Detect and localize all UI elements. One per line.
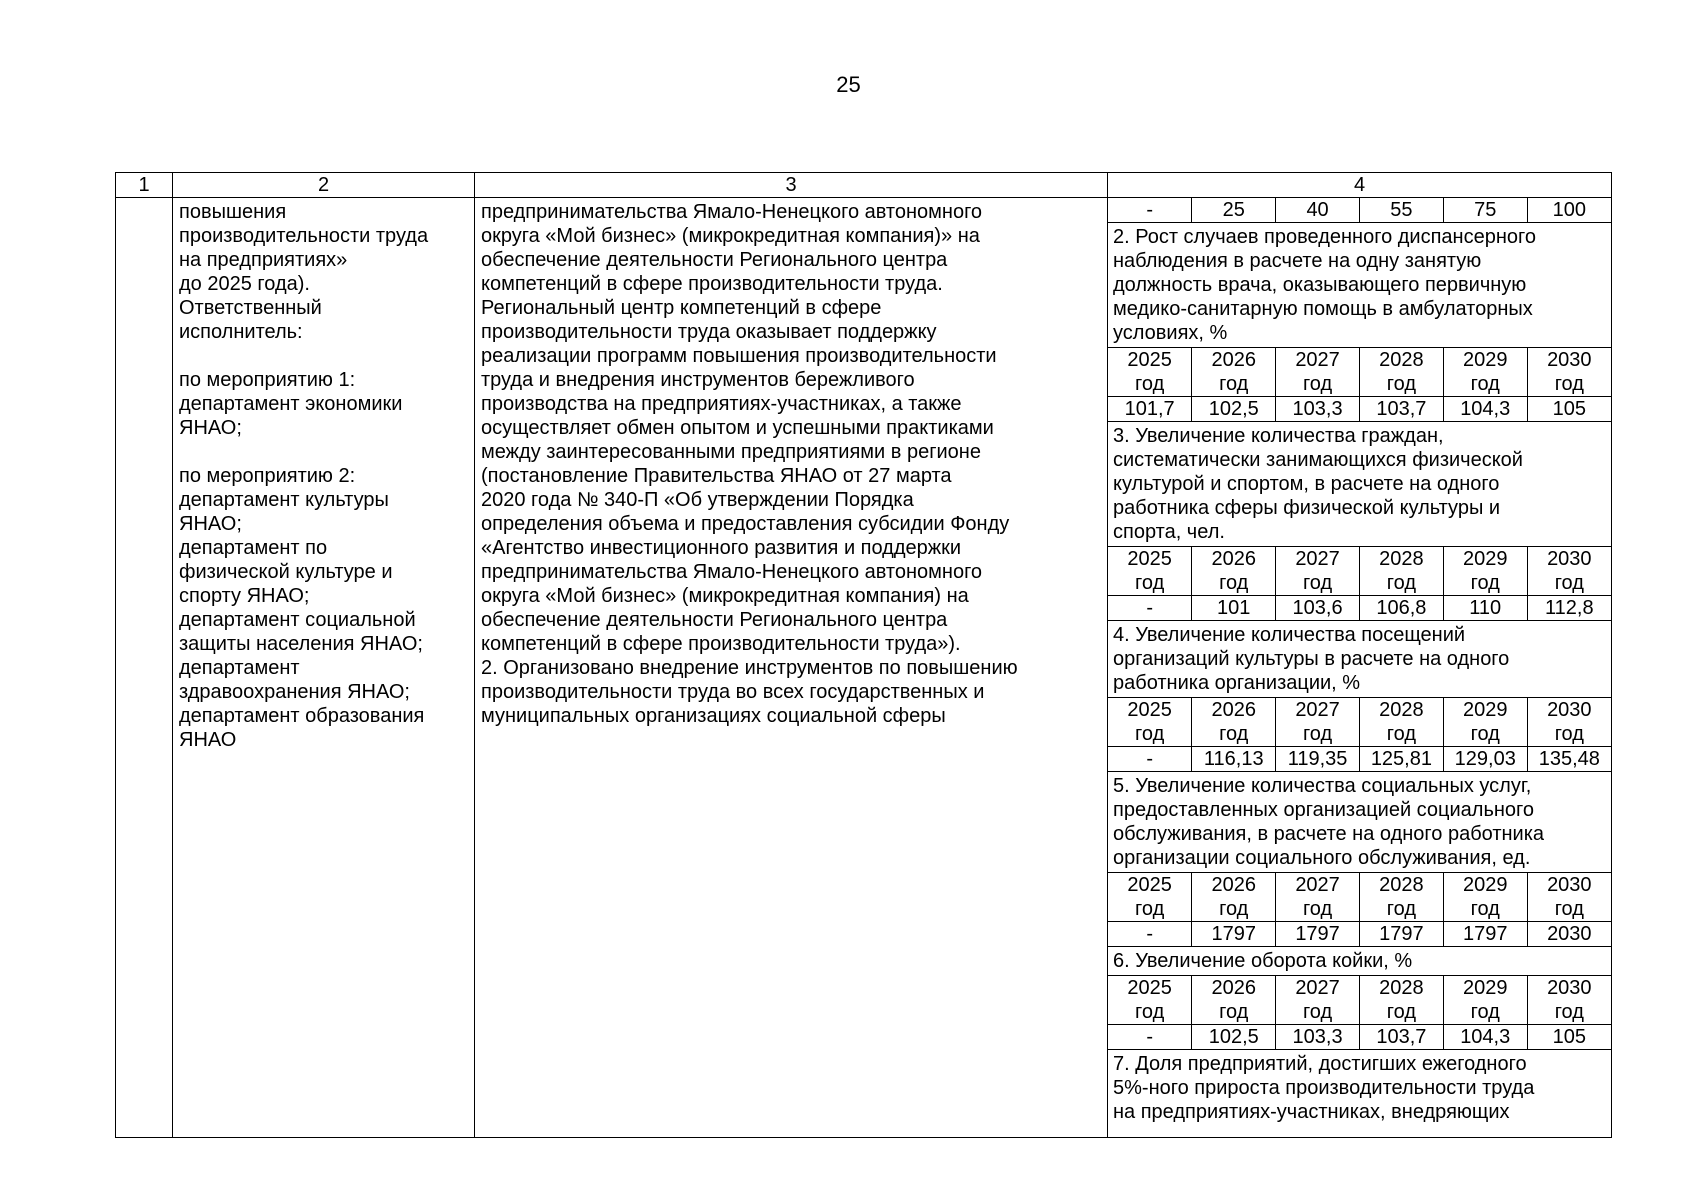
value-cell: 103,7 — [1359, 1025, 1443, 1050]
col2-text-line: исполнитель: — [179, 321, 303, 343]
col3-text-line: обеспечение деятельности Регионального центра — [481, 249, 948, 271]
year-cell — [1527, 348, 1611, 397]
years-row — [1108, 348, 1611, 397]
col3-text-line: (постановление Правительства ЯНАО от 27 марта — [481, 465, 952, 487]
col3-text-line: Региональный центр компетенций в сфере — [481, 297, 882, 319]
col3-text-line: 2020 года № 340-П «Об утверждении Порядка — [481, 489, 914, 511]
year-suffix: год — [1219, 898, 1249, 920]
year-cell — [1359, 348, 1443, 397]
col2-text-line: департамент социальной — [179, 609, 416, 631]
header-row — [116, 173, 1612, 198]
year-number: 2026 — [1211, 874, 1256, 896]
indicator-description-line: 4. Увеличение количества посещений — [1113, 624, 1466, 646]
col3-text-line: предпринимательства Ямало-Ненецкого автономного — [481, 561, 983, 583]
year-cell — [1276, 976, 1360, 1025]
years-row — [1108, 698, 1611, 747]
col3-text-line: «Агентство инвестиционного развития и поддержки — [481, 537, 962, 559]
year-cell — [1192, 547, 1276, 596]
values-row — [1108, 397, 1611, 422]
value-cell: 40 — [1276, 198, 1360, 223]
value-cell: 100 — [1527, 198, 1611, 223]
value-cell: 1797 — [1359, 922, 1443, 947]
year-suffix: год — [1470, 373, 1500, 395]
col3-text-line: производительности труда оказывает поддержку — [481, 321, 937, 343]
year-cell — [1527, 873, 1611, 922]
col3-text-line: осуществляет обмен опытом и успешными практиками — [481, 417, 994, 439]
col3-text-line: округа «Мой бизнес» (микрокредитная компания) на — [481, 585, 969, 607]
year-suffix: год — [1135, 898, 1165, 920]
cell-col-1 — [116, 198, 173, 1138]
top-values-row — [1108, 198, 1611, 223]
indicator-description-line: спорта, чел. — [1113, 521, 1225, 543]
indicator-description-line: предоставленных организацией социального — [1113, 799, 1535, 821]
col2-text-line: до 2025 года). — [179, 273, 310, 295]
year-cell — [1276, 348, 1360, 397]
col2-text-line: Ответственный — [179, 297, 322, 319]
year-number: 2027 — [1295, 874, 1340, 896]
indicator-description-row — [1108, 422, 1611, 547]
year-cell — [1527, 547, 1611, 596]
value-cell: 135,48 — [1527, 747, 1611, 772]
col2-text-line: производительности труда — [179, 225, 429, 247]
years-row — [1108, 547, 1611, 596]
year-number: 2025 — [1127, 977, 1172, 999]
value-cell: 112,8 — [1527, 596, 1611, 621]
value-cell: 55 — [1359, 198, 1443, 223]
year-suffix: год — [1135, 572, 1165, 594]
year-suffix: год — [1470, 723, 1500, 745]
year-suffix: год — [1302, 373, 1333, 395]
year-suffix: год — [1135, 723, 1165, 745]
cell-col-3 — [475, 198, 1108, 1138]
year-cell — [1108, 873, 1192, 922]
value-cell: 104,3 — [1443, 397, 1527, 422]
header-col-1: 1 — [116, 173, 173, 198]
col2-text-line: ЯНАО; — [179, 417, 242, 439]
value-cell: 103,3 — [1276, 1025, 1360, 1050]
col3-text-line: между заинтересованными предприятиями в регионе — [481, 441, 981, 463]
value-cell: 101 — [1192, 596, 1276, 621]
col2-text-line: здравоохранения ЯНАО; — [179, 681, 410, 703]
indicator-description-row — [1108, 772, 1611, 873]
value-cell: 116,13 — [1192, 747, 1276, 772]
year-number: 2028 — [1379, 349, 1424, 371]
year-number: 2029 — [1462, 874, 1508, 896]
year-number: 2025 — [1127, 548, 1172, 570]
indicator-description-line: медико-санитарную помощь в амбулаторных — [1113, 298, 1533, 320]
year-number: 2027 — [1295, 349, 1340, 371]
year-number: 2028 — [1379, 699, 1424, 721]
indicator-description — [1108, 223, 1611, 348]
col3-text-line: реализации программ повышения производительности — [481, 345, 997, 367]
year-cell — [1108, 348, 1192, 397]
year-number: 2029 — [1462, 977, 1508, 999]
year-suffix: год — [1554, 1001, 1584, 1023]
year-suffix: год — [1302, 898, 1333, 920]
col3-text-line: определения объема и предоставления субсидии Фонду — [481, 513, 1010, 535]
value-cell: 110 — [1443, 596, 1527, 621]
year-cell — [1527, 698, 1611, 747]
year-cell — [1443, 976, 1527, 1025]
indicator-description-line: 2. Рост случаев проведенного диспансерного — [1113, 226, 1536, 248]
year-cell — [1192, 348, 1276, 397]
year-cell — [1359, 547, 1443, 596]
cell-col-4-indicators — [1108, 198, 1612, 1138]
year-cell — [1192, 976, 1276, 1025]
indicator-description-line: 3. Увеличение количества граждан, — [1113, 425, 1444, 447]
year-number: 2027 — [1295, 977, 1340, 999]
col2-text-line: ЯНАО; — [179, 513, 242, 535]
year-number: 2029 — [1462, 699, 1508, 721]
col2-text-line: департамент — [179, 657, 300, 679]
col2-text-line: на предприятиях» — [179, 249, 348, 271]
year-cell — [1359, 698, 1443, 747]
year-suffix: год — [1386, 1001, 1416, 1023]
year-number: 2026 — [1211, 977, 1256, 999]
indicator-description-line: работника организации, % — [1113, 672, 1361, 694]
year-cell — [1443, 348, 1527, 397]
year-suffix: год — [1219, 723, 1249, 745]
indicators-table — [1108, 198, 1611, 1126]
year-suffix: год — [1470, 898, 1500, 920]
value-cell: 104,3 — [1443, 1025, 1527, 1050]
year-suffix: год — [1470, 1001, 1500, 1023]
year-suffix: год — [1302, 572, 1333, 594]
value-cell: 25 — [1192, 198, 1276, 223]
value-cell: 105 — [1527, 1025, 1611, 1050]
year-number: 2030 — [1547, 874, 1592, 896]
years-row — [1108, 976, 1611, 1025]
value-cell: 1797 — [1276, 922, 1360, 947]
value-cell: 103,7 — [1359, 397, 1443, 422]
indicator-description-line: обслуживания, в расчете на одного работника — [1113, 823, 1545, 845]
years-row — [1108, 873, 1611, 922]
year-cell — [1276, 547, 1360, 596]
value-cell: - — [1108, 198, 1192, 223]
values-row — [1108, 1025, 1611, 1050]
year-suffix: год — [1135, 373, 1165, 395]
indicator-description-line: 6. Увеличение оборота койки, % — [1113, 950, 1413, 972]
year-number: 2030 — [1547, 977, 1592, 999]
value-cell: - — [1108, 596, 1192, 621]
col3-text-line: компетенций в сфере производительности труда. — [481, 273, 943, 295]
value-cell: 106,8 — [1359, 596, 1443, 621]
year-cell — [1443, 873, 1527, 922]
col2-text-line: департамент по — [179, 537, 328, 559]
col2-text-line: департамент образования — [179, 705, 425, 727]
value-cell: 119,35 — [1276, 747, 1360, 772]
col3-text-line: труда и внедрения инструментов бережливого — [481, 369, 915, 391]
col3-text-line: обеспечение деятельности Регионального центра — [481, 609, 948, 631]
year-suffix: год — [1386, 723, 1416, 745]
blank-line — [179, 440, 468, 464]
value-cell: 105 — [1527, 397, 1611, 422]
col2-text-line: по мероприятию 2: — [179, 465, 356, 487]
year-cell — [1108, 976, 1192, 1025]
year-suffix: год — [1386, 898, 1416, 920]
col2-text-line: по мероприятию 1: — [179, 369, 356, 391]
year-cell — [1527, 976, 1611, 1025]
year-suffix: год — [1386, 373, 1416, 395]
year-number: 2026 — [1211, 699, 1256, 721]
value-cell: 1797 — [1192, 922, 1276, 947]
value-cell: - — [1108, 1025, 1192, 1050]
year-cell — [1192, 698, 1276, 747]
year-number: 2026 — [1211, 548, 1256, 570]
year-suffix: год — [1554, 572, 1584, 594]
indicator-description-line: должность врача, оказывающего первичную — [1113, 274, 1527, 296]
indicator-description — [1108, 772, 1611, 873]
responsible-executors-text — [173, 198, 474, 754]
header-col-4: 4 — [1108, 173, 1612, 198]
body-row — [116, 198, 1612, 1138]
header-col-3: 3 — [475, 173, 1108, 198]
indicator-description — [1108, 1050, 1611, 1127]
value-cell: 102,5 — [1192, 397, 1276, 422]
value-cell: 1797 — [1443, 922, 1527, 947]
year-cell — [1359, 976, 1443, 1025]
year-suffix: год — [1386, 572, 1416, 594]
year-number: 2029 — [1462, 548, 1508, 570]
col3-text-line: округа «Мой бизнес» (микрокредитная компания)» на — [481, 225, 980, 247]
year-number: 2025 — [1127, 874, 1172, 896]
year-number: 2028 — [1379, 874, 1424, 896]
indicator-description-line: работника сферы физической культуры и — [1113, 497, 1501, 519]
header-col-2: 2 — [173, 173, 475, 198]
year-suffix: год — [1554, 373, 1584, 395]
indicator-description-line: 5. Увеличение количества социальных услуг, — [1113, 775, 1532, 797]
values-row — [1108, 922, 1611, 947]
year-suffix: год — [1135, 1001, 1165, 1023]
year-number: 2030 — [1547, 349, 1592, 371]
values-row — [1108, 596, 1611, 621]
year-number: 2025 — [1127, 349, 1172, 371]
col2-text-line: департамент экономики — [179, 393, 403, 415]
year-suffix: год — [1219, 1001, 1249, 1023]
col2-text-line: защиты населения ЯНАО; — [179, 633, 423, 655]
year-number: 2030 — [1547, 699, 1592, 721]
indicator-description-row — [1108, 1050, 1611, 1127]
year-cell — [1443, 547, 1527, 596]
value-cell: 75 — [1443, 198, 1527, 223]
indicator-description-row — [1108, 621, 1611, 698]
indicator-description-line: 5%-ного прироста производительности труда — [1113, 1077, 1535, 1099]
year-number: 2027 — [1295, 548, 1340, 570]
year-cell — [1276, 873, 1360, 922]
col3-text-line: 2. Организовано внедрение инструментов по повышению — [481, 657, 1018, 679]
indicator-description-line: наблюдения в расчете на одну занятую — [1113, 250, 1482, 272]
year-suffix: год — [1554, 723, 1584, 745]
indicator-description-row — [1108, 947, 1611, 976]
indicator-description — [1108, 621, 1611, 698]
col3-text-line: производительности труда во всех государственных и — [481, 681, 985, 703]
value-cell: - — [1108, 922, 1192, 947]
page-number: 25 — [836, 72, 861, 97]
values-row — [1108, 747, 1611, 772]
year-suffix: год — [1219, 572, 1249, 594]
year-cell — [1359, 873, 1443, 922]
year-suffix: год — [1470, 572, 1500, 594]
value-cell: 2030 — [1527, 922, 1611, 947]
year-cell — [1443, 698, 1527, 747]
document-table — [115, 172, 1612, 1138]
value-cell: 125,81 — [1359, 747, 1443, 772]
value-cell: - — [1108, 747, 1192, 772]
indicator-description — [1108, 947, 1611, 976]
year-cell — [1108, 698, 1192, 747]
indicator-description-line: систематически занимающихся физической — [1113, 449, 1523, 471]
col3-text-line: предпринимательства Ямало-Ненецкого автономного — [481, 201, 983, 223]
indicator-description-line: условиях, % — [1113, 322, 1228, 344]
indicator-description-line: 7. Доля предприятий, достигших ежегодного — [1113, 1053, 1527, 1075]
col2-text-line: повышения — [179, 201, 287, 223]
indicator-description-line: на предприятиях-участниках, внедряющих — [1113, 1101, 1510, 1123]
col2-text-line: спорту ЯНАО; — [179, 585, 310, 607]
value-cell: 102,5 — [1192, 1025, 1276, 1050]
year-number: 2027 — [1295, 699, 1340, 721]
year-number: 2025 — [1127, 699, 1172, 721]
cell-col-2 — [173, 198, 475, 1138]
col3-text-line: производства на предприятиях-участниках, а также — [481, 393, 962, 415]
indicator-description-row — [1108, 223, 1611, 348]
year-suffix: год — [1302, 723, 1333, 745]
year-number: 2029 — [1462, 349, 1508, 371]
year-suffix: год — [1302, 1001, 1333, 1023]
indicator-description-line: культурой и спортом, в расчете на одного — [1113, 473, 1500, 495]
year-cell — [1192, 873, 1276, 922]
value-cell: 101,7 — [1108, 397, 1192, 422]
value-cell: 103,6 — [1276, 596, 1360, 621]
year-number: 2028 — [1379, 548, 1424, 570]
indicator-description-line: организации социального обслуживания, ед. — [1113, 847, 1531, 869]
col2-text-line: департамент культуры — [179, 489, 389, 511]
col2-text-line: ЯНАО — [179, 729, 237, 751]
year-cell — [1276, 698, 1360, 747]
indicator-description — [1108, 422, 1611, 547]
blank-line — [179, 344, 468, 368]
measures-description-text — [475, 198, 1107, 730]
year-number: 2028 — [1379, 977, 1424, 999]
year-number: 2030 — [1547, 548, 1592, 570]
year-number: 2026 — [1211, 349, 1256, 371]
indicator-description-line: организаций культуры в расчете на одного — [1113, 648, 1510, 670]
col3-text-line: муниципальных организациях социальной сферы — [481, 705, 946, 727]
col3-text-line: компетенций в сфере производительности труда»). — [481, 633, 961, 655]
col2-text-line: физической культуре и — [179, 561, 393, 583]
year-suffix: год — [1554, 898, 1584, 920]
year-suffix: год — [1219, 373, 1249, 395]
value-cell: 129,03 — [1443, 747, 1527, 772]
year-cell — [1108, 547, 1192, 596]
value-cell: 103,3 — [1276, 397, 1360, 422]
